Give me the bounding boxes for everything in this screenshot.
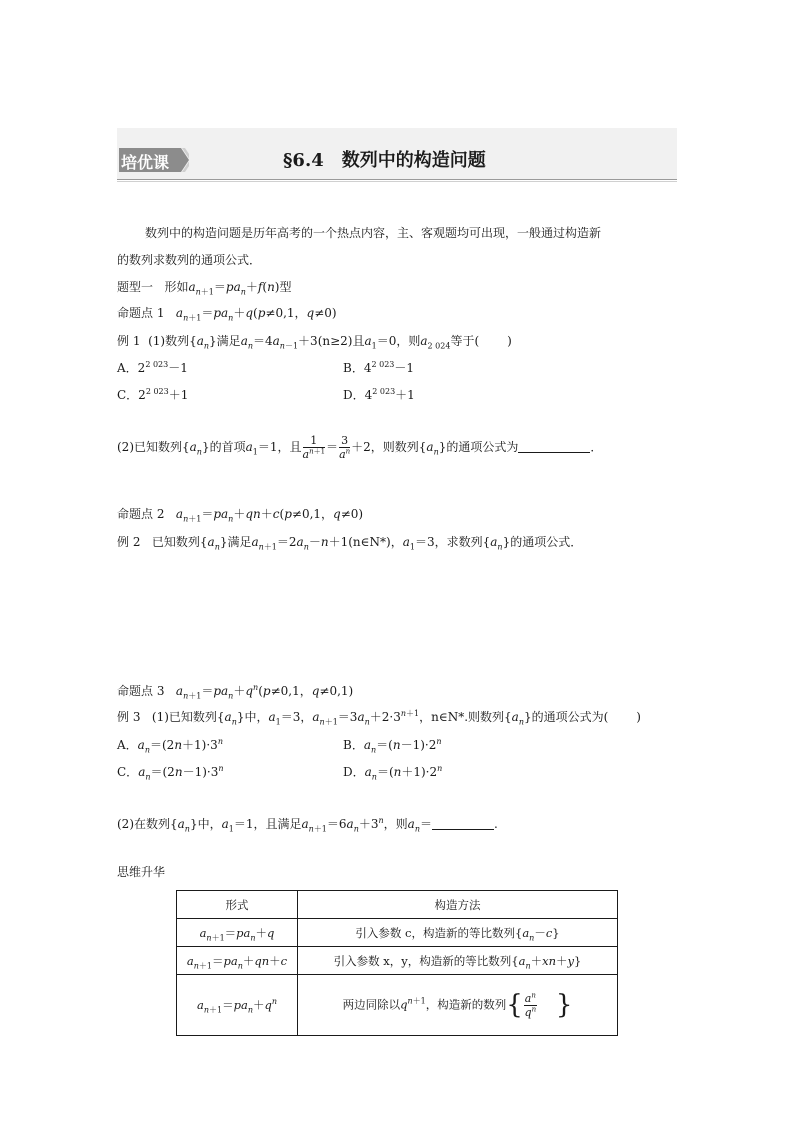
fraction-three-over-a: $\frac{3}{a^n}$ [339, 434, 351, 461]
form-cell: $a_{n+1}=pa_n+q$ [177, 919, 298, 947]
answer-blank-2[interactable] [432, 829, 494, 830]
header-form: 形式 [177, 891, 298, 919]
example-two: 例 2 已知数列$\{a_n\}$满足$a_{n+1}=2a_n-n+1(n\in N*)$，$a_1=3$，求数列$\{a_n\}$的通项公式． [117, 535, 583, 552]
intro-line-2: 的数列求数列的通项公式． [117, 253, 262, 267]
example-one-part-one: 例 1 (1)数列$\{a_n\}$满足$a_n=4a_{n-1}+3(n\ge 2)$且$a_1=0$，则$a_{2 024}$等于( ) [117, 334, 512, 351]
summary-title: 思维升华 [117, 865, 166, 879]
fraction-a-over-q: $\frac{a^n}{q^n}$ [524, 990, 537, 1019]
answer-blank[interactable] [518, 452, 590, 453]
example-three-part-one: 例 3 (1)已知数列$\{a_n\}$中，$a_1=3$，$a_{n+1}=3a_n+2\cdot 3^{n+1}$，n∈N*.则数列$\{a_n\}$的通项公式为( ) [117, 709, 641, 727]
option-b-ex3[interactable]: B．$a_n=(n-1)\cdot 2^n$ [343, 737, 442, 755]
header-method: 构造方法 [298, 891, 618, 919]
header-divider-light [117, 181, 677, 182]
point-three-heading: 命题点 3 $a_{n+1}=pa_n+q^n(p\ne 0,1$，q≠0,1) [117, 683, 354, 701]
example-three-part-two: (2)在数列$\{a_n\}$中，$a_1=1$，且满足$a_{n+1}=6a_n+3^n$，则$a_n=$ . [117, 816, 498, 834]
type-one-heading: 题型一 形如$a_{n+1}=pa_n+f(n)$型 [117, 280, 292, 297]
method-table [176, 890, 618, 1036]
page-title [283, 146, 486, 172]
section-number: §6.4 [283, 150, 324, 171]
intro-line-1: 数列中的构造问题是历年高考的一个热点内容，主、客观题均可出现，一般通过构造新 [145, 226, 602, 240]
option-d-ex3[interactable]: D．$a_n=(n+1)\cdot 2^n$ [343, 764, 443, 782]
table-row [177, 947, 618, 975]
option-c[interactable]: C．$2^{2 023}+1$ [117, 387, 189, 402]
option-b[interactable]: B．$4^{2 023}-1$ [343, 360, 415, 375]
option-a[interactable]: A．$2^{2 023}-1$ [117, 360, 188, 375]
option-c-ex3[interactable]: C．$a_n=(2n-1)\cdot 3^n$ [117, 764, 224, 782]
form-cell: $a_{n+1}=pa_n+qn+c$ [177, 947, 298, 975]
table-header-row [177, 891, 618, 919]
course-tag-label: 培优课 [121, 153, 170, 172]
point-one-heading: 命题点 1 $a_{n+1}=pa_n+q(p\ne 0,1$，q≠0) [117, 306, 337, 323]
header-divider [117, 179, 677, 180]
method-cell: 两边同除以$q^{n+1}$，构造新的数列{ $\frac{a^n}{q^n}$ } [298, 975, 618, 1036]
example-one-part-two: (2)已知数列$\{a_n\}$的首项$a_1=1$，且 $\frac{1}{a^{n+1}}$ ＝ $\frac{3}{a^n}$ ＋2，则数列$\{a_n\}$的通项公式为 ． [117, 434, 603, 461]
form-cell: $a_{n+1}=pa_n+q^n$ [177, 975, 298, 1036]
table-row [177, 975, 618, 1036]
section-title: 数列中的构造问题 [341, 150, 486, 171]
fraction-one-over-a: $\frac{1}{a^{n+1}}$ [302, 434, 326, 461]
point-two-heading: 命题点 2 $a_{n+1}=pa_n+qn+c(p\ne 0,1$，q≠0) [117, 507, 364, 524]
method-cell: 引入参数 x，y，构造新的等比数列$\{a_n+xn+y\}$ [298, 947, 618, 975]
option-a-ex3[interactable]: A．$a_n=(2n+1)\cdot 3^n$ [117, 737, 223, 755]
option-d[interactable]: D．$4^{2 023}+1$ [343, 387, 415, 402]
method-cell: 引入参数 c，构造新的等比数列$\{a_n-c\}$ [298, 919, 618, 947]
table-row [177, 919, 618, 947]
